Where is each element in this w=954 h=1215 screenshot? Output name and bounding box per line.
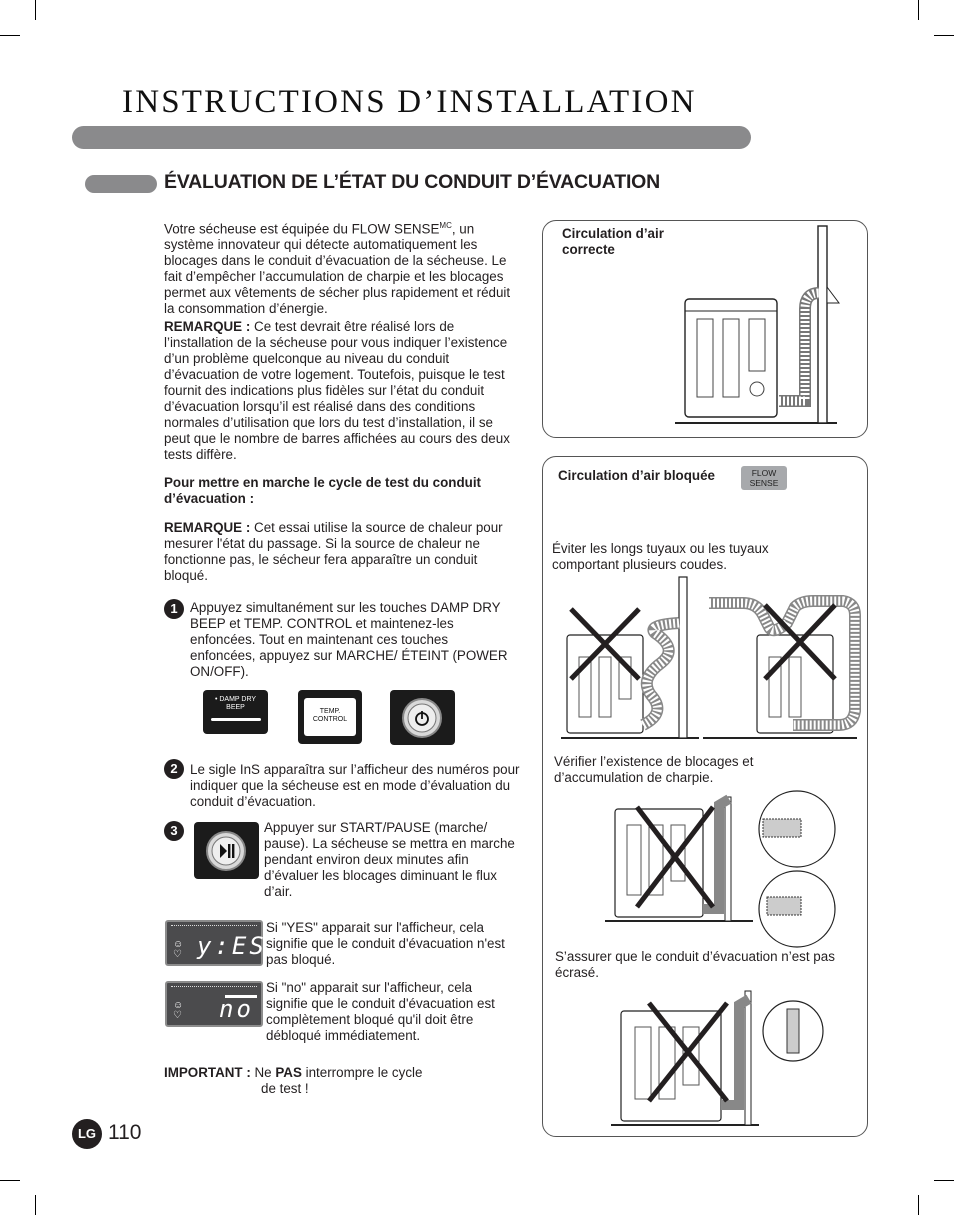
power-button: [390, 690, 455, 745]
display-yes: ☺ ♡ y:ES: [165, 920, 263, 966]
start-pause-button: [194, 822, 259, 879]
page-number: 110: [108, 1121, 142, 1144]
crop-mark: [0, 35, 20, 36]
lg-logo: LG: [72, 1119, 102, 1149]
crop-mark: [35, 1195, 36, 1215]
crop-mark: [0, 1180, 20, 1181]
flow-sense-badge: FLOW SENSE: [741, 466, 787, 490]
panel-title: Circulation d’air correcte: [562, 226, 664, 257]
button-label: CONTROL: [312, 716, 348, 723]
step-text: Appuyez simultanément sur les touches DAMP DRY BEEP et TEMP. CONTROL et maintenez-les enfoncées. Tout en maintenant ces touches enfoncées, appuyez sur MARCHE/ ÉTEINT (POWER ON/OFF).: [190, 600, 508, 679]
step-number: 2: [164, 759, 184, 779]
crop-mark: [918, 1195, 919, 1215]
crop-mark: [35, 0, 36, 20]
panel-correct-airflow: [542, 220, 868, 438]
crop-mark: [934, 1180, 954, 1181]
crop-mark: [934, 35, 954, 36]
remark-paragraph-2: REMARQUE : Cet essai utilise la source de chaleur pour mesurer l'état du passage. Si la source de chaleur ne fonctionne pas, le sécheur fera apparaître un conduit bloqué.: [164, 520, 503, 583]
page-title: INSTRUCTIONS D’INSTALLATION: [122, 84, 697, 120]
tip-text: Vérifier l’existence de blocages et d’accumulation de charpie.: [554, 754, 754, 785]
start-heading: Pour mettre en marche le cycle de test du conduit d’évacuation :: [164, 475, 482, 506]
panel-title: Circulation d’air bloquée: [558, 468, 715, 483]
dryer-correct-illustration: [543, 221, 867, 437]
intro-paragraph: Votre sécheuse est équipée du FLOW $SENSE^{MC}$, un système innovateur qui détecte automatiquement les blocages dans le conduit d’évacuation de la sécheuse. Le fait d’empêcher l’accumulation de charpie et les blocages permet aux vêtements de sécher plus rapidement et réduit la consommation d’énergie.: [164, 221, 511, 317]
important-note: IMPORTANT : Ne PAS interrompre le cycle de test !: [164, 1065, 423, 1096]
crop-mark: [918, 0, 919, 20]
display-digits: y:ES: [197, 932, 267, 960]
section-title: ÉVALUATION DE L’ÉTAT DU CONDUIT D’ÉVACUATION: [164, 171, 661, 193]
tip-text: Éviter les longs tuyaux ou les tuyaux comportant plusieurs coudes.: [552, 541, 769, 572]
button-label: BEEP: [226, 704, 245, 711]
power-icon: [390, 690, 455, 745]
temp-control-button: [298, 690, 362, 744]
button-label: TEMP.: [319, 708, 341, 715]
section-marker: [85, 175, 157, 193]
tip-text: S’assurer que le conduit d’évacuation n’est pas écrasé.: [555, 949, 835, 980]
step-number: 1: [164, 599, 184, 619]
damp-dry-beep-button: [203, 690, 268, 734]
header-bar: [72, 126, 751, 149]
step-text: Le sigle InS apparaîtra sur l’afficheur des numéros pour indiquer que la sécheuse est en mode d’évaluation du conduit d’évacuation.: [190, 762, 520, 809]
panel-blocked-airflow: [542, 456, 868, 1137]
remark-paragraph: REMARQUE : Ce test devrait être réalisé lors de l’installation de la sécheuse pour vous indiquer l’existence d’un problème quelconque au niveau du conduit d’évacuation de votre logement. Toutefois, puisque le test fournit des indications plus fidèles sur l’état du conduit d’évacuation lorsqu’il est réalisé dans des conditions normales d’utilisation que lors du test d’installation, il se peut que le nombre de barres affichées au cours des deux tests diffère.: [164, 319, 510, 462]
play-pause-icon: [194, 822, 259, 879]
result-text: Si "YES" apparait sur l'afficheur, cela signifie que le conduit d'évacuation n'est pas bloqué.: [266, 920, 505, 967]
display-digits: no: [219, 995, 254, 1023]
result-text: Si "no" apparait sur l'afficheur, cela signifie que le conduit d'évacuation est complètement bloqué qu'il doit être débloqué immédiatement.: [266, 980, 495, 1043]
step-text: Appuyer sur START/PAUSE (marche/ pause). La sécheuse se mettra en marche pendant environ deux minutes afin d’évaluer les blocages diminuant le flux d’air.: [264, 820, 515, 899]
blocked-illustrations: [543, 457, 867, 1136]
button-label: • DAMP DRY: [214, 696, 257, 703]
display-no: ☺ ♡ no: [165, 981, 263, 1027]
step-number: 3: [164, 821, 184, 841]
